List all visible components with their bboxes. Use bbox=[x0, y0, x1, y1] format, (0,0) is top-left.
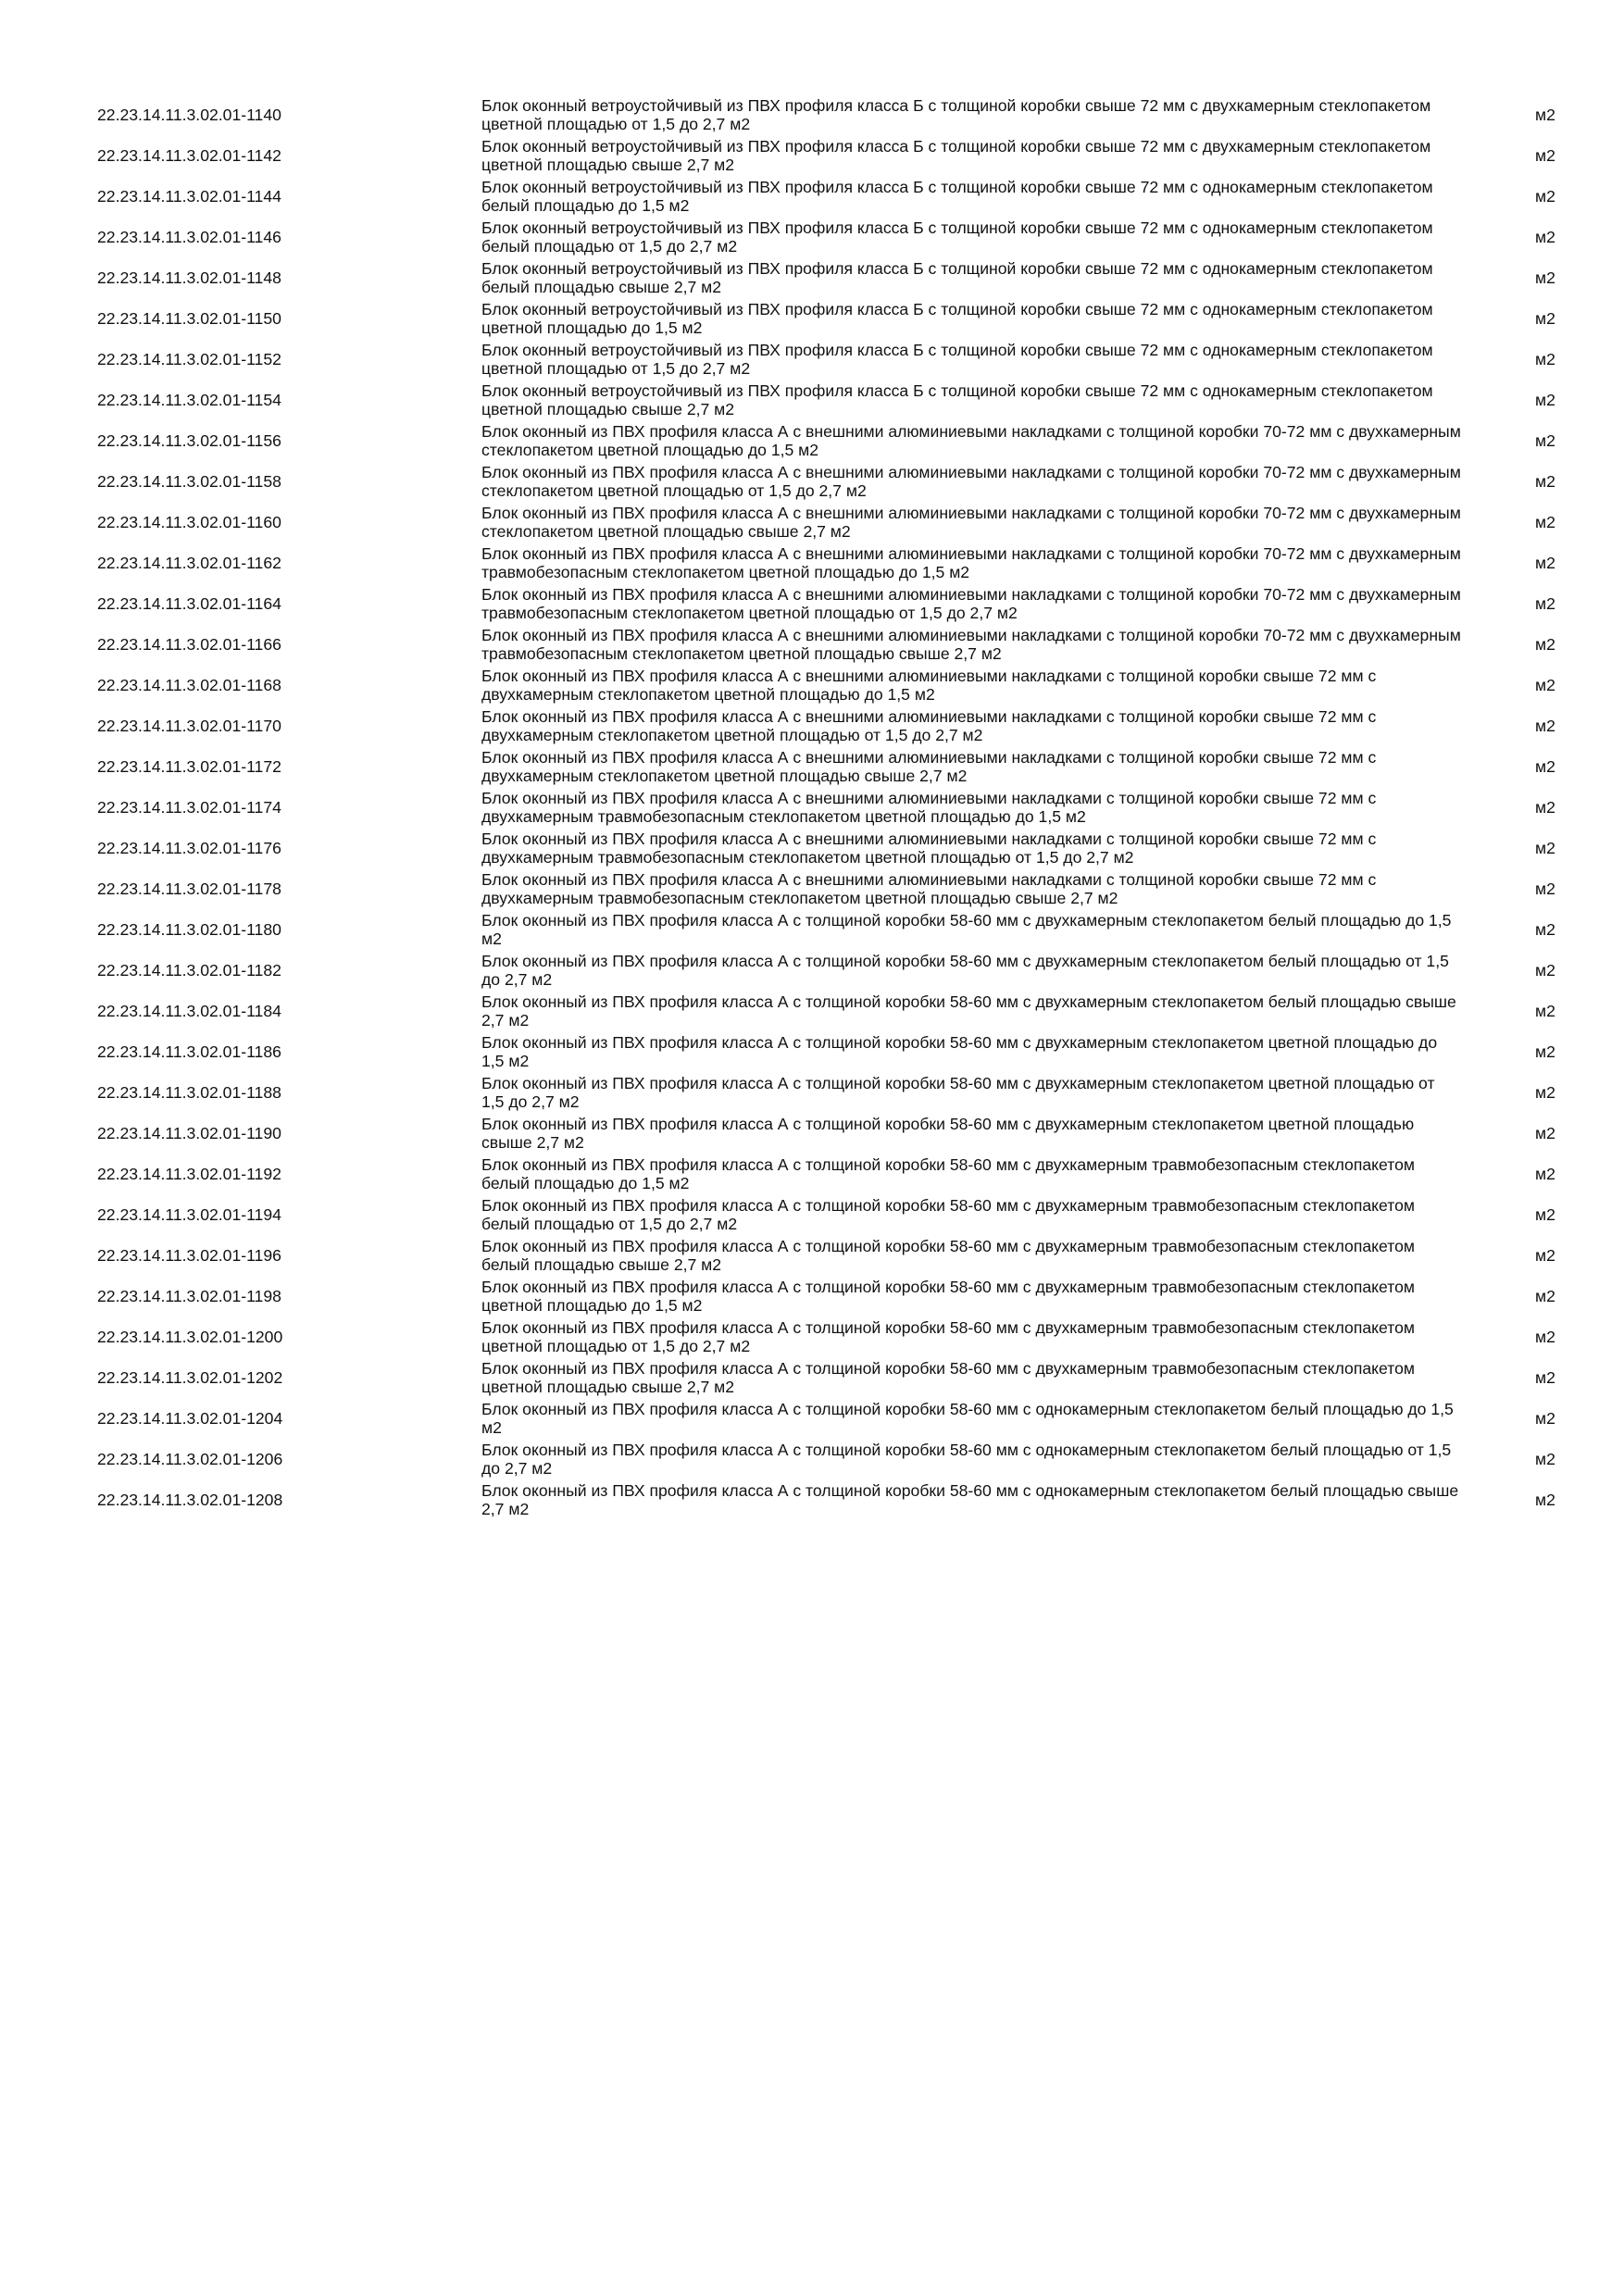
unit-of-measure: м2 bbox=[1535, 1042, 1555, 1061]
resource-description: Блок оконный из ПВХ профиля класса А с внешними алюминиевыми накладками с толщиной коробки 70-72 мм с двухкамерным травмобезопасным стеклопакетом цветной площадью от 1,5 до 2,7 м2 bbox=[481, 585, 1461, 622]
resource-description: Блок оконный из ПВХ профиля класса А с толщиной коробки 58-60 мм с однокамерным стеклопакетом белый площадью до 1,5 м2 bbox=[481, 1400, 1454, 1437]
resource-code: 22.23.14.11.3.02.01-1150 bbox=[97, 309, 281, 328]
resource-description: Блок оконный ветроустойчивый из ПВХ профиля класса Б с толщиной коробки свыше 72 мм с однокамерным стеклопакетом цветной площадью свыше 2,7 м2 bbox=[481, 381, 1433, 418]
resource-code: 22.23.14.11.3.02.01-1142 bbox=[97, 146, 281, 165]
unit-of-measure: м2 bbox=[1535, 635, 1555, 654]
table-row bbox=[0, 909, 1624, 950]
resource-code: 22.23.14.11.3.02.01-1152 bbox=[97, 350, 281, 368]
resource-description: Блок оконный из ПВХ профиля класса А с внешними алюминиевыми накладками с толщиной коробки 70-72 мм с двухкамерным травмобезопасным стеклопакетом цветной площадью свыше 2,7 м2 bbox=[481, 626, 1461, 663]
resource-code: 22.23.14.11.3.02.01-1158 bbox=[97, 472, 281, 491]
unit-of-measure: м2 bbox=[1535, 920, 1555, 939]
unit-of-measure: м2 bbox=[1535, 1409, 1555, 1428]
unit-of-measure: м2 bbox=[1535, 594, 1555, 613]
unit-of-measure: м2 bbox=[1535, 1083, 1555, 1102]
table-row bbox=[0, 135, 1624, 176]
unit-of-measure: м2 bbox=[1535, 1328, 1555, 1346]
resource-code: 22.23.14.11.3.02.01-1140 bbox=[97, 106, 281, 124]
unit-of-measure: м2 bbox=[1535, 431, 1555, 450]
resource-description: Блок оконный из ПВХ профиля класса А с внешними алюминиевыми накладками с толщиной коробки свыше 72 мм с двухкамерным травмобезопасным стеклопакетом цветной площадью свыше 2,7 м2 bbox=[481, 870, 1377, 907]
unit-of-measure: м2 bbox=[1535, 676, 1555, 694]
table-row bbox=[0, 217, 1624, 257]
price-table bbox=[0, 94, 1624, 1520]
table-row bbox=[0, 1276, 1624, 1316]
table-row bbox=[0, 257, 1624, 298]
table-row bbox=[0, 1235, 1624, 1276]
unit-of-measure: м2 bbox=[1535, 1124, 1555, 1142]
resource-code: 22.23.14.11.3.02.01-1176 bbox=[97, 839, 281, 857]
unit-of-measure: м2 bbox=[1535, 798, 1555, 817]
unit-of-measure: м2 bbox=[1535, 1246, 1555, 1265]
unit-of-measure: м2 bbox=[1535, 309, 1555, 328]
table-row bbox=[0, 543, 1624, 583]
unit-of-measure: м2 bbox=[1535, 1205, 1555, 1224]
table-row bbox=[0, 420, 1624, 461]
unit-of-measure: м2 bbox=[1535, 554, 1555, 572]
table-row bbox=[0, 176, 1624, 217]
unit-of-measure: м2 bbox=[1535, 391, 1555, 409]
table-row bbox=[0, 787, 1624, 828]
table-row bbox=[0, 665, 1624, 705]
table-row bbox=[0, 705, 1624, 746]
table-row bbox=[0, 950, 1624, 991]
resource-code: 22.23.14.11.3.02.01-1208 bbox=[97, 1491, 283, 1509]
resource-code: 22.23.14.11.3.02.01-1202 bbox=[97, 1368, 283, 1387]
unit-of-measure: м2 bbox=[1535, 839, 1555, 857]
unit-of-measure: м2 bbox=[1535, 1165, 1555, 1183]
resource-code: 22.23.14.11.3.02.01-1168 bbox=[97, 676, 281, 694]
unit-of-measure: м2 bbox=[1535, 880, 1555, 898]
table-row bbox=[0, 1154, 1624, 1194]
resource-code: 22.23.14.11.3.02.01-1148 bbox=[97, 268, 281, 287]
resource-description: Блок оконный из ПВХ профиля класса А с внешними алюминиевыми накладками с толщиной коробки свыше 72 мм с двухкамерным стеклопакетом цветной площадью от 1,5 до 2,7 м2 bbox=[481, 707, 1377, 744]
table-row bbox=[0, 1479, 1624, 1520]
unit-of-measure: м2 bbox=[1535, 717, 1555, 735]
resource-description: Блок оконный ветроустойчивый из ПВХ профиля класса Б с толщиной коробки свыше 72 мм с двухкамерным стеклопакетом цветной площадью от 1,5 до 2,7 м2 bbox=[481, 96, 1431, 133]
resource-description: Блок оконный из ПВХ профиля класса А с внешними алюминиевыми накладками с толщиной коробки 70-72 мм с двухкамерным травмобезопасным стеклопакетом цветной площадью до 1,5 м2 bbox=[481, 544, 1461, 581]
table-row bbox=[0, 746, 1624, 787]
resource-code: 22.23.14.11.3.02.01-1194 bbox=[97, 1205, 281, 1224]
resource-code: 22.23.14.11.3.02.01-1156 bbox=[97, 431, 281, 450]
resource-code: 22.23.14.11.3.02.01-1186 bbox=[97, 1042, 281, 1061]
resource-code: 22.23.14.11.3.02.01-1172 bbox=[97, 757, 281, 776]
resource-description: Блок оконный ветроустойчивый из ПВХ профиля класса Б с толщиной коробки свыше 72 мм с двухкамерным стеклопакетом цветной площадью свыше 2,7 м2 bbox=[481, 137, 1431, 174]
unit-of-measure: м2 bbox=[1535, 187, 1555, 206]
table-row bbox=[0, 624, 1624, 665]
resource-code: 22.23.14.11.3.02.01-1162 bbox=[97, 554, 281, 572]
resource-description: Блок оконный из ПВХ профиля класса А с толщиной коробки 58-60 мм с двухкамерным стеклопакетом белый площадью свыше 2,7 м2 bbox=[481, 992, 1456, 1029]
table-row bbox=[0, 583, 1624, 624]
unit-of-measure: м2 bbox=[1535, 757, 1555, 776]
resource-code: 22.23.14.11.3.02.01-1154 bbox=[97, 391, 281, 409]
resource-description: Блок оконный из ПВХ профиля класса А с толщиной коробки 58-60 мм с двухкамерным стеклопакетом белый площадью от 1,5 до 2,7 м2 bbox=[481, 952, 1449, 989]
resource-code: 22.23.14.11.3.02.01-1144 bbox=[97, 187, 281, 206]
resource-description: Блок оконный из ПВХ профиля класса А с толщиной коробки 58-60 мм с однокамерным стеклопакетом белый площадью от 1,5 до 2,7 м2 bbox=[481, 1441, 1452, 1478]
unit-of-measure: м2 bbox=[1535, 1002, 1555, 1020]
resource-description: Блок оконный из ПВХ профиля класса А с внешними алюминиевыми накладками с толщиной коробки свыше 72 мм с двухкамерным травмобезопасным стеклопакетом цветной площадью от 1,5 до 2,7 м2 bbox=[481, 830, 1377, 867]
unit-of-measure: м2 bbox=[1535, 1368, 1555, 1387]
table-row bbox=[0, 868, 1624, 909]
table-row bbox=[0, 1194, 1624, 1235]
resource-code: 22.23.14.11.3.02.01-1178 bbox=[97, 880, 281, 898]
table-row bbox=[0, 94, 1624, 135]
resource-description: Блок оконный из ПВХ профиля класса А с толщиной коробки 58-60 мм с двухкамерным травмобезопасным стеклопакетом цветной площадью до 1,5 м2 bbox=[481, 1278, 1415, 1315]
resource-description: Блок оконный из ПВХ профиля класса А с внешними алюминиевыми накладками с толщиной коробки 70-72 мм с двухкамерным стеклопакетом цветной площадью от 1,5 до 2,7 м2 bbox=[481, 463, 1461, 500]
resource-code: 22.23.14.11.3.02.01-1180 bbox=[97, 920, 281, 939]
resource-code: 22.23.14.11.3.02.01-1184 bbox=[97, 1002, 281, 1020]
resource-code: 22.23.14.11.3.02.01-1164 bbox=[97, 594, 281, 613]
table-row bbox=[0, 828, 1624, 868]
resource-code: 22.23.14.11.3.02.01-1166 bbox=[97, 635, 281, 654]
resource-code: 22.23.14.11.3.02.01-1192 bbox=[97, 1165, 281, 1183]
resource-code: 22.23.14.11.3.02.01-1188 bbox=[97, 1083, 281, 1102]
resource-code: 22.23.14.11.3.02.01-1160 bbox=[97, 513, 281, 531]
table-row bbox=[0, 1357, 1624, 1398]
table-row bbox=[0, 380, 1624, 420]
table-row bbox=[0, 991, 1624, 1031]
resource-code: 22.23.14.11.3.02.01-1196 bbox=[97, 1246, 281, 1265]
resource-description: Блок оконный ветроустойчивый из ПВХ профиля класса Б с толщиной коробки свыше 72 мм с однокамерным стеклопакетом цветной площадью до 1,5 м2 bbox=[481, 300, 1433, 337]
resource-description: Блок оконный из ПВХ профиля класса А с толщиной коробки 58-60 мм с двухкамерным травмобезопасным стеклопакетом цветной площадью от 1,5 до 2,7 м2 bbox=[481, 1318, 1415, 1355]
resource-description: Блок оконный из ПВХ профиля класса А с толщиной коробки 58-60 мм с двухкамерным стеклопакетом цветной площадью до 1,5 м2 bbox=[481, 1033, 1438, 1070]
resource-code: 22.23.14.11.3.02.01-1174 bbox=[97, 798, 281, 817]
resource-description: Блок оконный из ПВХ профиля класса А с внешними алюминиевыми накладками с толщиной коробки свыше 72 мм с двухкамерным стеклопакетом цветной площадью до 1,5 м2 bbox=[481, 667, 1377, 704]
resource-code: 22.23.14.11.3.02.01-1170 bbox=[97, 717, 281, 735]
resource-code: 22.23.14.11.3.02.01-1182 bbox=[97, 961, 281, 980]
resource-code: 22.23.14.11.3.02.01-1198 bbox=[97, 1287, 281, 1305]
unit-of-measure: м2 bbox=[1535, 146, 1555, 165]
table-row bbox=[0, 1072, 1624, 1113]
table-row bbox=[0, 461, 1624, 502]
resource-description: Блок оконный из ПВХ профиля класса А с толщиной коробки 58-60 мм с двухкамерным стеклопакетом цветной площадью от 1,5 до 2,7 м2 bbox=[481, 1074, 1435, 1111]
resource-code: 22.23.14.11.3.02.01-1190 bbox=[97, 1124, 281, 1142]
resource-description: Блок оконный из ПВХ профиля класса А с внешними алюминиевыми накладками с толщиной коробки 70-72 мм с двухкамерным стеклопакетом цветной площадью до 1,5 м2 bbox=[481, 422, 1461, 459]
unit-of-measure: м2 bbox=[1535, 513, 1555, 531]
unit-of-measure: м2 bbox=[1535, 228, 1555, 246]
unit-of-measure: м2 bbox=[1535, 1287, 1555, 1305]
resource-code: 22.23.14.11.3.02.01-1146 bbox=[97, 228, 281, 246]
resource-description: Блок оконный из ПВХ профиля класса А с толщиной коробки 58-60 мм с двухкамерным травмобезопасным стеклопакетом цветной площадью свыше 2,7 м2 bbox=[481, 1359, 1415, 1396]
unit-of-measure: м2 bbox=[1535, 472, 1555, 491]
unit-of-measure: м2 bbox=[1535, 961, 1555, 980]
resource-description: Блок оконный ветроустойчивый из ПВХ профиля класса Б с толщиной коробки свыше 72 мм с однокамерным стеклопакетом белый площадью до 1,5 м2 bbox=[481, 178, 1433, 215]
resource-description: Блок оконный из ПВХ профиля класса А с внешними алюминиевыми накладками с толщиной коробки 70-72 мм с двухкамерным стеклопакетом цветной площадью свыше 2,7 м2 bbox=[481, 504, 1461, 541]
resource-description: Блок оконный ветроустойчивый из ПВХ профиля класса Б с толщиной коробки свыше 72 мм с однокамерным стеклопакетом белый площадью от 1,5 до 2,7 м2 bbox=[481, 218, 1433, 256]
table-row bbox=[0, 1113, 1624, 1154]
unit-of-measure: м2 bbox=[1535, 106, 1555, 124]
resource-description: Блок оконный из ПВХ профиля класса А с внешними алюминиевыми накладками с толщиной коробки свыше 72 мм с двухкамерным травмобезопасным стеклопакетом цветной площадью до 1,5 м2 bbox=[481, 789, 1377, 826]
table-row bbox=[0, 1439, 1624, 1479]
resource-code: 22.23.14.11.3.02.01-1204 bbox=[97, 1409, 283, 1428]
table-row bbox=[0, 1398, 1624, 1439]
unit-of-measure: м2 bbox=[1535, 268, 1555, 287]
unit-of-measure: м2 bbox=[1535, 1450, 1555, 1468]
resource-description: Блок оконный из ПВХ профиля класса А с толщиной коробки 58-60 мм с двухкамерным стеклопакетом цветной площадью свыше 2,7 м2 bbox=[481, 1115, 1415, 1152]
unit-of-measure: м2 bbox=[1535, 350, 1555, 368]
resource-description: Блок оконный из ПВХ профиля класса А с толщиной коробки 58-60 мм с двухкамерным стеклопакетом белый площадью до 1,5 м2 bbox=[481, 911, 1452, 948]
resource-description: Блок оконный из ПВХ профиля класса А с толщиной коробки 58-60 мм с однокамерным стеклопакетом белый площадью свыше 2,7 м2 bbox=[481, 1481, 1459, 1518]
price-table-body bbox=[0, 94, 1624, 1520]
table-row bbox=[0, 339, 1624, 380]
resource-code: 22.23.14.11.3.02.01-1206 bbox=[97, 1450, 283, 1468]
table-row bbox=[0, 1031, 1624, 1072]
resource-description: Блок оконный из ПВХ профиля класса А с толщиной коробки 58-60 мм с двухкамерным травмобезопасным стеклопакетом белый площадью свыше 2,7 м2 bbox=[481, 1237, 1415, 1274]
table-row bbox=[0, 298, 1624, 339]
resource-description: Блок оконный из ПВХ профиля класса А с толщиной коробки 58-60 мм с двухкамерным травмобезопасным стеклопакетом белый площадью до 1,5 м2 bbox=[481, 1155, 1415, 1192]
resource-description: Блок оконный ветроустойчивый из ПВХ профиля класса Б с толщиной коробки свыше 72 мм с однокамерным стеклопакетом белый площадью свыше 2,7 м2 bbox=[481, 259, 1433, 296]
resource-description: Блок оконный из ПВХ профиля класса А с внешними алюминиевыми накладками с толщиной коробки свыше 72 мм с двухкамерным стеклопакетом цветной площадью свыше 2,7 м2 bbox=[481, 748, 1377, 785]
table-row bbox=[0, 1316, 1624, 1357]
resource-description: Блок оконный из ПВХ профиля класса А с толщиной коробки 58-60 мм с двухкамерным травмобезопасным стеклопакетом белый площадью от 1,5 до 2,7 м2 bbox=[481, 1196, 1415, 1233]
resource-description: Блок оконный ветроустойчивый из ПВХ профиля класса Б с толщиной коробки свыше 72 мм с однокамерным стеклопакетом цветной площадью от 1,5 до 2,7 м2 bbox=[481, 341, 1433, 378]
unit-of-measure: м2 bbox=[1535, 1491, 1555, 1509]
resource-code: 22.23.14.11.3.02.01-1200 bbox=[97, 1328, 283, 1346]
table-row bbox=[0, 502, 1624, 543]
